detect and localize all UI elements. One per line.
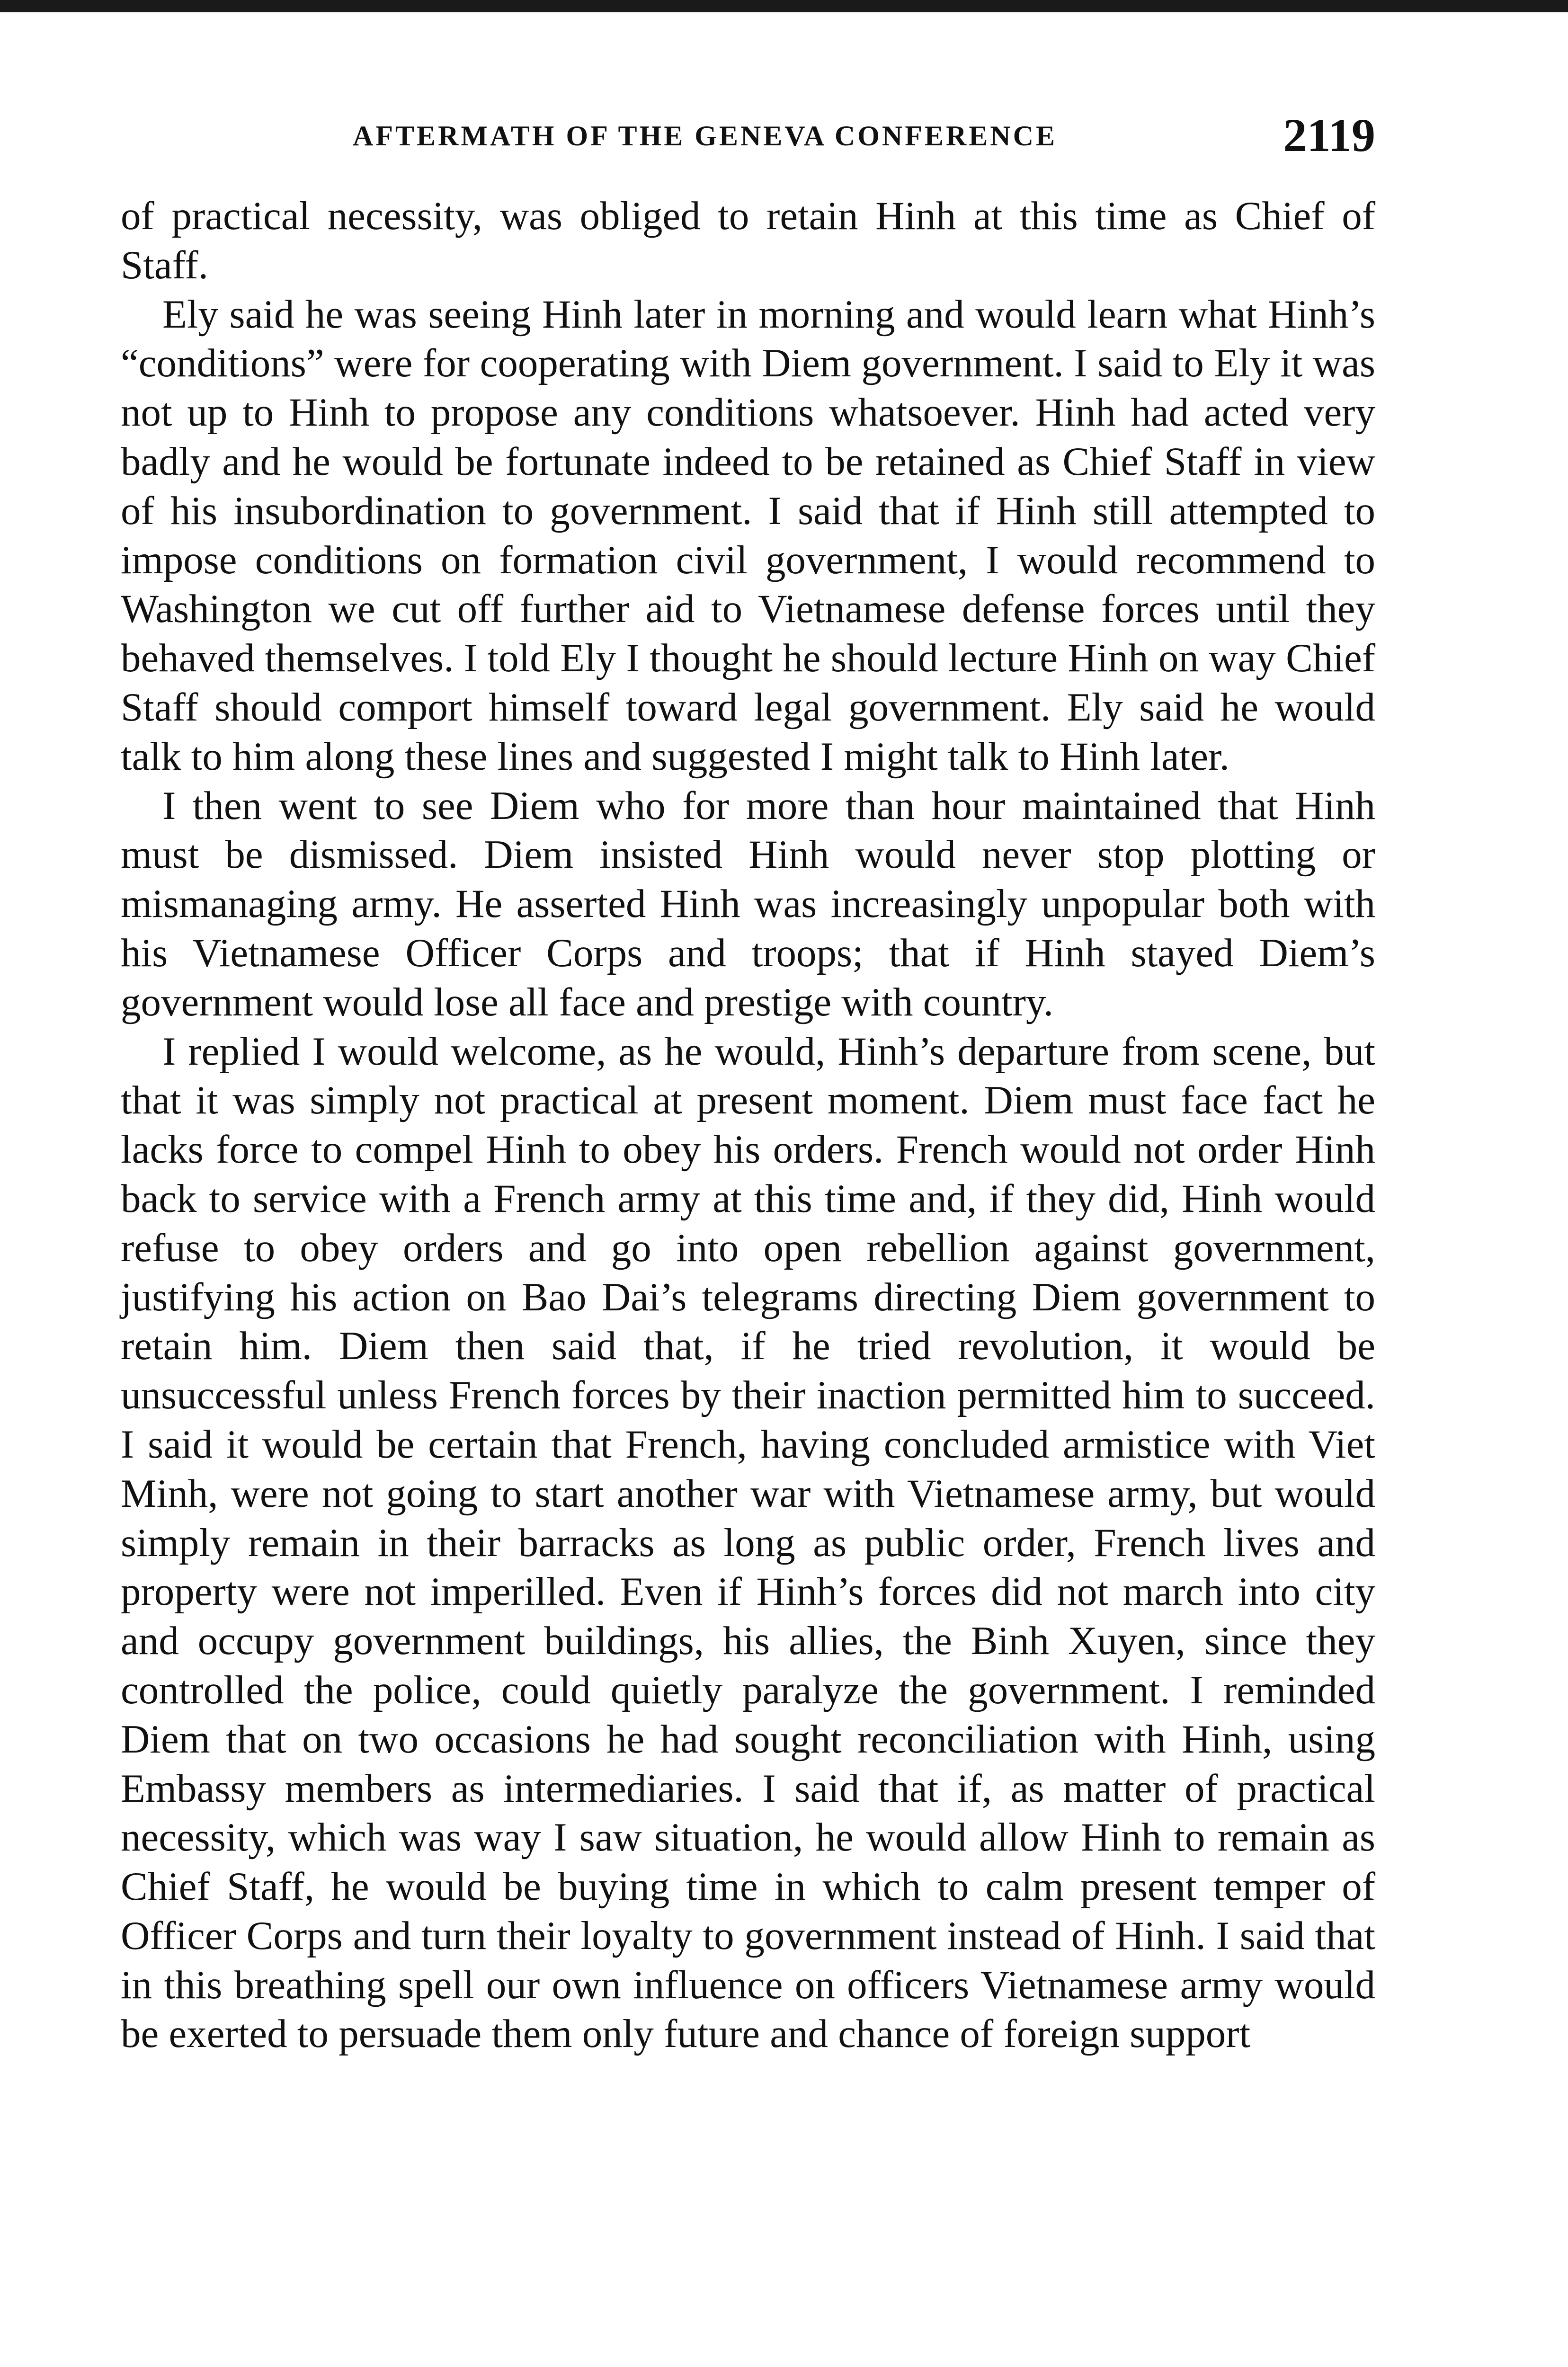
paragraph-continuation: of practical necessity, was obliged to retain Hinh at this time as Chief of Staff. (121, 194, 1375, 287)
top-edge-rule (0, 0, 1568, 12)
body-text (121, 192, 1375, 2059)
paragraph-ely-conversation: Ely said he was seeing Hinh later in morning and would learn what Hinh’s “conditions” were for cooperating with Diem government. I said to Ely it was not up to Hinh to propose any conditions whatsoever. Hinh had acted very badly and he would be fortunate indeed to be retained as Chief Staff in view of his insubordination to government. I said that if Hinh still attempted to impose conditions on formation civil government, I would recommend to Washington we cut off further aid to Vietnamese defense forces until they behaved themselves. I told Ely I thought he should lecture Hinh on way Chief Staff should comport himself toward legal government. Ely said he would talk to him along these lines and suggested I might talk to Hinh later. (121, 292, 1375, 779)
running-head: AFTERMATH OF THE GENEVA CONFERENCE (353, 120, 1057, 151)
page-number: 2119 (1283, 109, 1375, 161)
page-header (121, 108, 1375, 160)
paragraph-reply-to-diem: I replied I would welcome, as he would, Hinh’s departure from scene, but that it was simply not practical at present moment. Diem must face fact he lacks force to compel Hinh to obey his orders. French would not order Hinh back to service with a French army at this time and, if they did, Hinh would refuse to obey orders and go into open rebellion against government, justifying his action on Bao Dai’s telegrams directing Diem government to retain him. Diem then said that, if he tried revolution, it would be unsuccessful unless French forces by their inaction permitted him to succeed. I said it would be certain that French, having concluded armistice with Viet Minh, were not going to start another war with Vietnamese army, but would simply remain in their barracks as long as public order, French lives and property were not imperilled. Even if Hinh’s forces did not march into city and occupy government buildings, his allies, the Binh Xuyen, since they controlled the police, could quietly paralyze the government. I reminded Diem that on two occasions he had sought reconciliation with Hinh, using Embassy members as intermediaries. I said that if, as matter of practical necessity, which was way I saw situation, he would allow Hinh to remain as Chief Staff, he would be buying time in which to calm present temper of Officer Corps and turn their loyalty to government instead of Hinh. I said that in this breathing spell our own influence on officers Vietnamese army would be exerted to persuade them only future and chance of foreign support (121, 1029, 1375, 2056)
paragraph-diem-meeting: I then went to see Diem who for more than hour maintained that Hinh must be dismissed. Diem insisted Hinh would never stop plotting or mismanaging army. He asserted Hinh was increasingly unpopular both with his Vietnamese Officer Corps and troops; that if Hinh stayed Diem’s government would lose all face and prestige with country. (121, 783, 1375, 1024)
